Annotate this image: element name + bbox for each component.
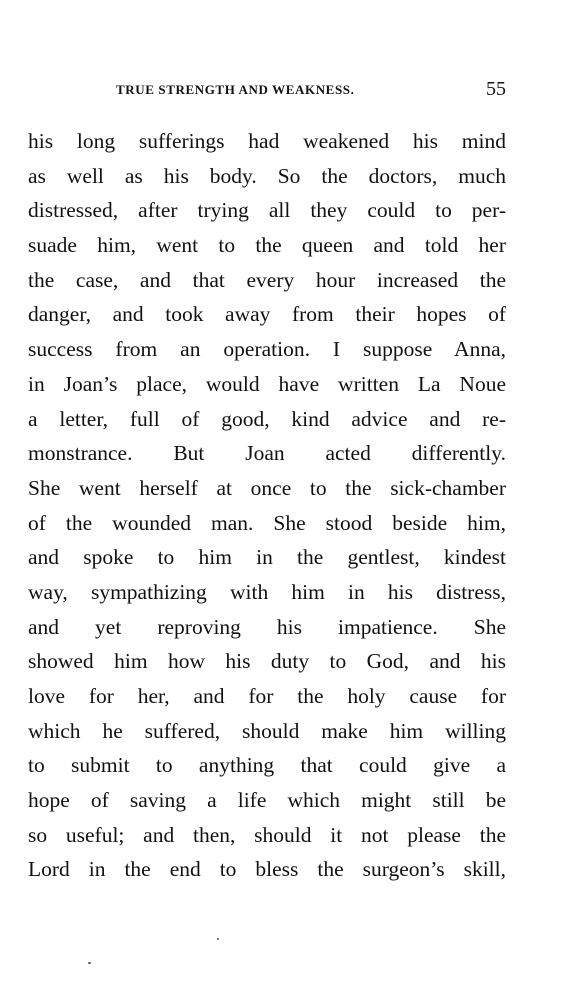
text-line: of the wounded man. She stood beside him, xyxy=(28,510,506,535)
text-line: Lord in the end to bless the surgeon’s skill, xyxy=(28,857,506,882)
text-line: She went herself at once to the sick-chamber xyxy=(28,475,506,500)
text-line: and spoke to him in the gentlest, kindest xyxy=(28,545,506,570)
text-line: hope of saving a life which might still be xyxy=(28,788,506,813)
text-line: distressed, after trying all they could to per- xyxy=(28,198,506,223)
text-line: his long sufferings had weakened his mind xyxy=(28,129,506,153)
text-line: suade him, went to the queen and told her xyxy=(28,233,506,258)
text-line: danger, and took away from their hopes of xyxy=(28,302,506,327)
text-line: so useful; and then, should it not please the xyxy=(28,822,506,847)
text-line: a letter, full of good, kind advice and re- xyxy=(28,406,506,431)
text-line: monstrance. But Joan acted differently. xyxy=(28,441,506,466)
text-line: the case, and that every hour increased the xyxy=(28,267,506,292)
text-line: to submit to anything that could give a xyxy=(28,753,506,778)
text-line: which he suffered, should make him willing xyxy=(28,718,506,743)
text-line: as well as his body. So the doctors, much xyxy=(28,163,506,188)
running-head xyxy=(28,80,506,104)
text-line: love for her, and for the holy cause for xyxy=(28,684,506,708)
running-title: TRUE STRENGTH AND WEAKNESS. xyxy=(116,82,355,97)
text-line: and yet reproving his impatience. She xyxy=(28,614,506,639)
print-speck xyxy=(88,962,91,964)
body-text xyxy=(28,124,506,887)
text-line: success from an operation. I suppose Anna, xyxy=(28,337,506,362)
text-line: in Joan’s place, would have written La Noue xyxy=(28,371,506,396)
text-line: showed him how his duty to God, and his xyxy=(28,649,506,674)
print-speck xyxy=(217,938,219,940)
page-number: 55 xyxy=(486,78,506,100)
text-line: way, sympathizing with him in his distress, xyxy=(28,579,506,604)
